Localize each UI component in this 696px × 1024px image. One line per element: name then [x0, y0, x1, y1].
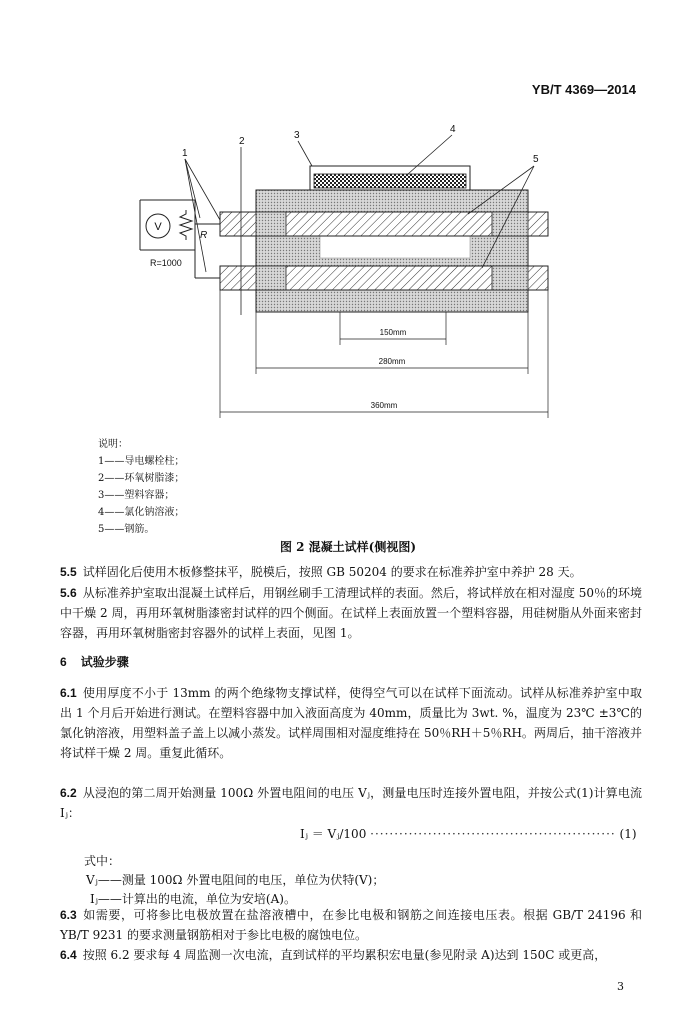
formula-1 — [300, 825, 642, 842]
epoxy-band-right-bottom — [492, 266, 528, 290]
clause-text: 从标准养护室取出混凝土试样后，用钢丝刷手工清理试样的表面。然后，将试样放在相对湿度 50％的环境中干燥 2 周，再用环氧树脂漆密封试样的四个侧面。在试样上表面放置一个塑料容器，用硅树脂从外面来密封容器，再用环氧树脂密封容器外的试样上表面，见图 1。 — [60, 586, 642, 640]
clause-number: 6.2 — [60, 786, 77, 800]
clause-text: 从浸泡的第二周开始测量 100Ω 外置电阻间的电压 Vⱼ，测量电压时连接外置电阻，并按公式(1)计算电流 Iⱼ： — [60, 786, 642, 820]
voltmeter-symbol: V — [154, 221, 162, 233]
legend-item: 4——氯化钠溶液； — [98, 507, 185, 518]
sodium-chloride-solution — [314, 174, 466, 188]
clause-number: 6.3 — [60, 908, 77, 922]
legend-item: 3——塑料容器； — [98, 490, 175, 501]
resistor-label: R — [200, 230, 208, 241]
formula-expression: Iⱼ ＝ Vⱼ/100 — [300, 827, 367, 841]
callout-4: 4 — [450, 124, 456, 135]
resistor-value: R=1000 — [150, 258, 182, 268]
paragraph-5-5 — [60, 562, 642, 582]
formula-leader: ··················································· — [370, 827, 616, 841]
legend-item: 2——环氧树脂漆； — [98, 473, 185, 484]
page-number: 3 — [617, 980, 624, 993]
formula-tag: (1) — [619, 827, 637, 841]
clause-number: 5.5 — [60, 565, 77, 579]
paragraph-6-2 — [60, 783, 642, 823]
callout-1: 1 — [182, 148, 188, 159]
definition-item: Iⱼ——计算出的电流，单位为安培(A)。 — [90, 892, 296, 906]
callout-3: 3 — [294, 130, 300, 141]
clause-text: 试样固化后使用木板修整抹平，脱模后，按照 GB 50204 的要求在标准养护室中养护 28 天。 — [82, 565, 582, 579]
clause-text: 如需要，可将参比电极放置在盐溶液槽中，在参比电极和钢筋之间连接电压表。根据 GB/T 24196 和 YB/T 9231 的要求测量钢筋相对于参比电极的腐蚀电位。 — [60, 908, 642, 942]
clause-text: 按照 6.2 要求每 4 周监测一次电流，直到试样的平均累积宏电量(参见附录 A)达到 150C 或更高， — [82, 948, 607, 962]
paragraph-6-3 — [60, 905, 642, 945]
definition-item: Vⱼ——测量 100Ω 外置电阻间的电压，单位为伏特(V)； — [86, 873, 385, 887]
legend-item: 1——导电螺栓柱； — [98, 456, 185, 467]
figure-caption: 图 2 混凝土试样(侧视图) — [279, 540, 417, 554]
callout-2: 2 — [239, 136, 245, 147]
clause-number: 6.1 — [60, 686, 77, 700]
epoxy-band-left-top — [256, 212, 286, 236]
legend-title: 说明： — [98, 439, 128, 450]
where-title: 式中： — [84, 854, 121, 868]
concrete-specimen-figure — [120, 120, 560, 420]
paragraph-5-6 — [60, 583, 642, 643]
figure-legend — [98, 436, 184, 538]
section-heading — [60, 653, 143, 670]
paragraph-6-1 — [60, 683, 642, 763]
paragraph-6-4 — [60, 945, 642, 965]
section-title: 试验步骤 — [80, 655, 129, 669]
dimension-280: 280mm — [378, 357, 406, 366]
dimension-150: 150mm — [379, 328, 407, 337]
epoxy-band-left-bottom — [256, 266, 286, 290]
dimension-360: 360mm — [370, 401, 398, 410]
epoxy-band-right-top — [492, 212, 528, 236]
legend-item: 5——钢筋。 — [98, 524, 155, 535]
standard-code-header: YB/T 4369—2014 — [531, 82, 636, 97]
clause-number: 5.6 — [60, 586, 77, 600]
clause-text: 使用厚度不小于 13mm 的两个绝缘物支撑试样，使得空气可以在试样下面流动。试样从标准养护室中取出 1 个月后开始进行测试。在塑料容器中加入液面高度为 40mm，质量比为 3wt. %，温度为 23℃ ±3℃的氯化钠溶液，用塑料盖子盖上以减小蒸发。试样周围相对湿度维持在 50％RH＋5％RH。两周后，抽干溶液并将试样干燥 2 周。重复此循环。 — [60, 686, 642, 760]
clause-number: 6.4 — [60, 948, 77, 962]
resistor-icon — [180, 210, 192, 240]
symbol-definitions — [84, 852, 384, 909]
callout-5: 5 — [533, 154, 539, 165]
section-number: 6 — [60, 655, 67, 669]
